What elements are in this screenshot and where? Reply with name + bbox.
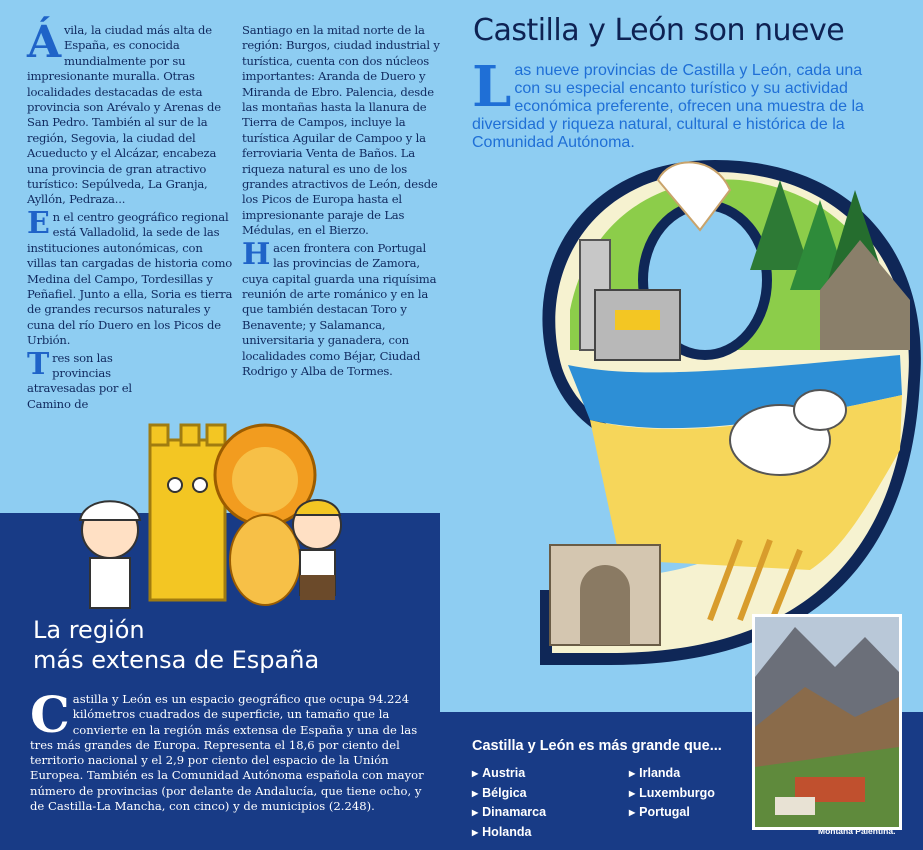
paragraph-avila: Ávila, la ciudad más alta de España, es conocida mundialmente por su impresionante muralla. Otras localidades destacadas de esta provincia son Arévalo y Arenas de San Pedro. También al sur de la región, Segovia, la ciudad del Acueducto y el Alcázar, encabeza una provincia de gran atractivo turístico: Sepúlveda, La Granja, Ayllón, Pedraza... [27,17,221,207]
list-item: ▶ Bélgica [472,784,546,804]
number-nine-illustration [440,120,923,680]
region-title: La región más extensa de España [33,616,320,674]
list-item: ▶ Luxemburgo [629,784,715,804]
paragraph-valladolid: En el centro geográfico regional está Valladolid, la sede de las instituciones autonómicas, con villas tan cargadas de historia como Medina del Campo, Tordesillas y Peñafiel. Junto a ella, Soria es tierra de grandes recursos naturales y cuna del río Duero en los Picos de Urbión. [27,205,233,348]
list-item: ▶ Portugal [629,803,715,823]
comparison-box [472,738,722,839]
photo-caption: Montaña Palentina. [818,826,896,836]
landscape-photo-icon [755,617,899,827]
headline-nine: Castilla y León son nueve [473,13,845,48]
list-item: ▶ Austria [472,764,546,784]
comparison-list-b [629,764,715,823]
text-column-2 [242,23,442,381]
comparison-list-a [472,764,546,842]
region-text: Castilla y León es un espacio geográfico que ocupa 94.224 kilómetros cuadrados de superficie, un tamaño que la convierte en la región más extensa de España y una de las tres más grandes de Europa. Representa el 18,6 por ciento del territorio nacional y el 2,9 por ciento del espacio de la Unión Europea. También es la Comunidad Autónoma española con mayor número de provincias (por delante de Andalucía, que tiene ocho, y de Castilla-La Mancha, con cinco) y de municipios (2.248). [30,685,424,814]
intro-nine: Las nueve provincias de Castilla y León, cada una con su especial encanto turístico y su actividad económica preferente, ofrecen una muestra de la diversidad y riqueza natural, cultural e histórica de la Comunidad Autónoma. [472,54,864,151]
paragraph-camino: Tres son las provincias atravesadas por el Camino de [27,346,132,411]
comparison-title: Castilla y León es más grande que... [472,738,722,754]
paragraph-frontera: Hacen frontera con Portugal las provincias de Zamora, cuya capital guarda una riquísima reunión de arte románico y en la que también destacan Toro y Benavente; y Salamanca, universitaria y ganadera, con localidades como Béjar, Ciudad Rodrigo y Alba de Tormes. [242,236,437,378]
list-item: ▶ Irlanda [629,764,715,784]
list-item: ▶ Dinamarca [472,803,546,823]
text-column-1 [27,17,233,414]
list-item: ▶ Holanda [472,823,546,843]
cartoon-characters-illustration [55,400,345,620]
montana-palentina-photo [752,614,902,830]
paragraph-santiago: Santiago en la mitad norte de la región: Burgos, ciudad industrial y turística, cuenta con dos núcleos importantes: Aranda de Duero y Miranda de Ebro. Palencia, desde las montañas hasta la llanura de Tierra de Campos, incluye la turística Aguilar de Campoo y la ferroviaria Venta de Baños. La riqueza natural es uno de los grandes atractivos de León, desde los Picos de Europa hasta el impresionante paraje de Las Médulas, en el Bierzo. [242,23,440,238]
